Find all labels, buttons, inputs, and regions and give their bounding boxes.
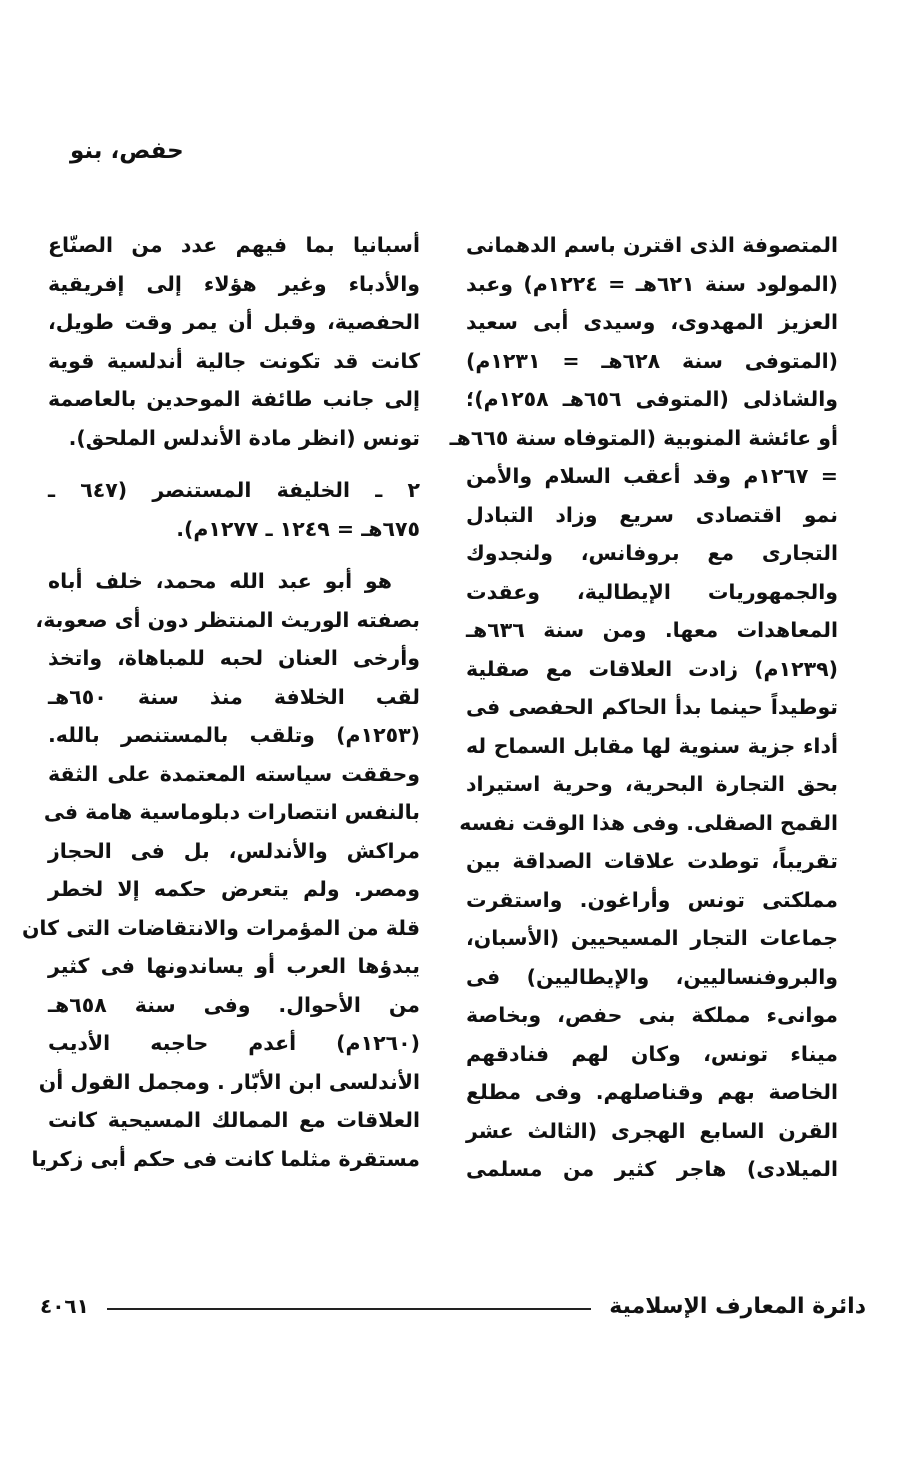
text-line: الميلادى) هاجر كثير من مسلمى bbox=[466, 1157, 838, 1181]
text-line: الأندلسى ابن الأبّار . ومجمل القول أن bbox=[38, 1069, 420, 1094]
text-line: العلاقات مع الممالك المسيحية كانت bbox=[48, 1108, 420, 1132]
text-line: والشاذلى (المتوفى ٦٥٦هـ ١٢٥٨م)؛ bbox=[466, 387, 838, 411]
text-line: (١٢٥٣م) وتلقب بالمستنصر بالله. bbox=[48, 723, 420, 747]
text-line: (المولود سنة ٦٢١هـ = ١٢٢٤م) وعبد bbox=[466, 271, 838, 296]
text-line: موانىء مملكة بنى حفص، وبخاصة bbox=[466, 1003, 838, 1027]
text-line: يبدؤها العرب أو يساندونها فى كثير bbox=[48, 954, 420, 978]
text-line: ميناء تونس، وكان لهم فنادقهم bbox=[466, 1041, 838, 1066]
text-line: مملكتى تونس وأراغون. واستقرت bbox=[466, 887, 838, 912]
text-line: قلة من المؤمرات والانتقاضات التى كان bbox=[21, 915, 420, 940]
text-line: والأدباء وغير هؤلاء إلى إفريقية bbox=[48, 271, 420, 296]
text-line: وحققت سياسته المعتمدة على الثقة bbox=[48, 761, 420, 786]
text-line: أو عائشة المنوبية (المتوفاه سنة ٦٦٥هـ bbox=[449, 425, 838, 450]
text-line: نمو اقتصادى سريع وزاد التبادل bbox=[466, 502, 838, 527]
text-line: (١٢٦٠م) أعدم حاجبه الأديب bbox=[48, 1031, 420, 1055]
text-line: تقريباً، توطدت علاقات الصداقة بين bbox=[466, 849, 838, 873]
text-line: والبروفنساليين، والإيطاليين) فى bbox=[466, 964, 838, 989]
text-line: بصفته الوريث المنتظر دون أى صعوبة، bbox=[35, 607, 420, 632]
text-line: من الأحوال. وفى سنة ٦٥٨هـ bbox=[48, 992, 420, 1017]
text-line: مستقرة مثلما كانت فى حكم أبى زكريا bbox=[31, 1146, 420, 1171]
text-line: (١٢٣٩م) زادت العلاقات مع صقلية bbox=[466, 656, 838, 681]
text-line: مراكش والأندلس، بل فى الحجاز bbox=[48, 838, 420, 863]
text-line: أسبانيا بما فيهم عدد من الصنّاع bbox=[48, 233, 420, 257]
text-line: بحق التجارة البحرية، وحرية استيراد bbox=[466, 772, 838, 796]
publication-title: دائرة المعارف الإسلامية bbox=[609, 1293, 866, 1319]
text-line: الحفصية، وقبل أن يمر وقت طويل، bbox=[48, 310, 420, 334]
text-line: المعاهدات معها. ومن سنة ٦٣٦هـ bbox=[466, 618, 838, 642]
text-line: هو أبو عبد الله محمد، خلف أباه bbox=[48, 569, 392, 593]
text-line: العزيز المهدوى، وسيدى أبى سعيد bbox=[466, 310, 838, 334]
text-line: ومصر. ولم يتعرض حكمه إلا لخطر bbox=[48, 877, 420, 901]
text-line: إلى جانب طائفة الموحدين بالعاصمة bbox=[48, 387, 420, 411]
section-heading-line: ٢ ـ الخليفة المستنصر (٦٤٧ ـ bbox=[48, 478, 420, 502]
text-line: = ١٢٦٧م وقد أعقب السلام والأمن bbox=[466, 464, 838, 488]
right-column bbox=[449, 226, 838, 1236]
text-line: بالنفس انتصارات دبلوماسية هامة فى bbox=[43, 800, 420, 824]
text-line: القرن السابع الهجرى (الثالث عشر bbox=[466, 1118, 838, 1143]
page-footer bbox=[40, 1286, 866, 1326]
text-line: التجارى مع بروفانس، ولنجدوك bbox=[466, 541, 838, 565]
text-line: (المتوفى سنة ٦٢٨هـ = ١٢٣١م) bbox=[466, 348, 838, 373]
text-line: الخاصة بهم وقناصلهم. وفى مطلع bbox=[466, 1080, 838, 1104]
text-line: توطيداً حينما بدأ الحاكم الحفصى فى bbox=[466, 695, 838, 719]
running-head-title: حفص، بنو bbox=[70, 138, 184, 164]
text-line: كانت قد تكونت جالية أندلسية قوية bbox=[48, 348, 420, 373]
text-line: وأرخى العنان لحبه للمباهاة، واتخذ bbox=[48, 646, 420, 670]
text-line: لقب الخلافة منذ سنة ٦٥٠هـ bbox=[48, 684, 420, 709]
section-heading-line: ٦٧٥هـ = ١٢٤٩ ـ ١٢٧٧م). bbox=[176, 516, 420, 541]
left-column bbox=[21, 226, 420, 1236]
text-line: تونس (انظر مادة الأندلس الملحق). bbox=[68, 425, 420, 450]
text-line: القمح الصقلى. وفى هذا الوقت نفسه bbox=[459, 810, 838, 835]
page-number: ٤٠٦١ bbox=[40, 1294, 89, 1318]
text-line: المتصوفة الذى اقترن باسم الدهمانى bbox=[466, 233, 838, 257]
text-line: والجمهوريات الإيطالية، وعقدت bbox=[466, 579, 838, 604]
text-line: جماعات التجار المسيحيين (الأسبان، bbox=[466, 926, 838, 950]
text-line: أداء جزية سنوية لها مقابل السماح له bbox=[466, 733, 838, 758]
footer-divider bbox=[107, 1308, 591, 1310]
